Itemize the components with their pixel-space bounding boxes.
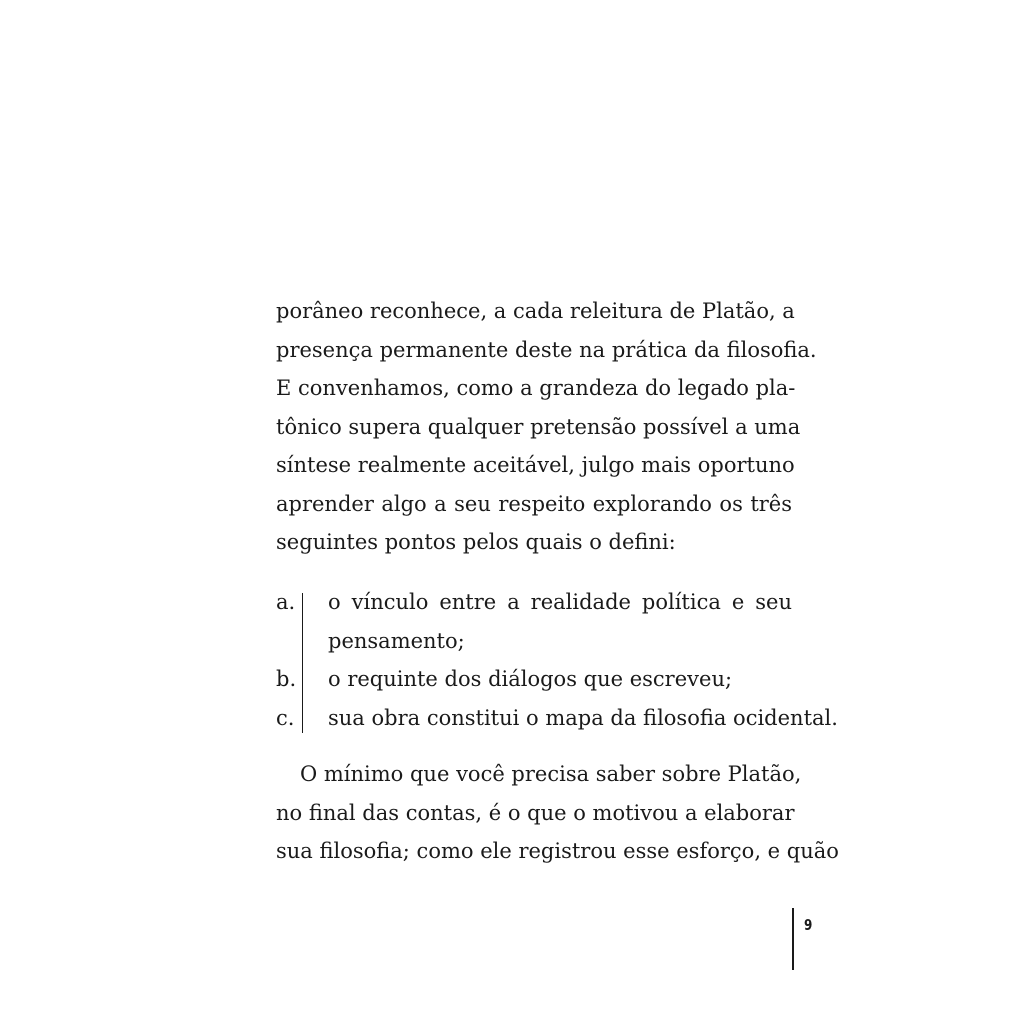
list-marker: b.: [276, 667, 297, 691]
list-item-text: pensamento;: [328, 628, 465, 653]
text-line: no final das contas, é o que o motivou a elaborar: [276, 800, 795, 825]
list-item: [276, 660, 792, 699]
list-item-text: o requinte dos diálogos que escreveu;: [328, 667, 733, 691]
enumerated-list: [276, 583, 838, 737]
list-item-text: o vínculo entre a realidade política e seu: [328, 590, 792, 614]
list-item: [276, 583, 792, 660]
text-line: porâneo reconhece, a cada releitura de Platão, a: [276, 299, 795, 323]
text-line: aprender algo a seu respeito explorando os três: [276, 491, 792, 516]
list-marker: c.: [276, 705, 295, 730]
page-number-rule: [792, 908, 794, 970]
text-line: O mínimo que você precisa saber sobre Platão,: [300, 762, 802, 786]
text-line: presença permanente deste na prática da filosofia.: [276, 337, 817, 362]
text-line: tônico supera qualquer pretensão possível a uma: [276, 414, 801, 439]
text-line: sua filosofia; como ele registrou esse esforço, e quão: [276, 839, 839, 863]
body-paragraph-2: [276, 755, 839, 871]
list-item-text: sua obra constitui o mapa da filosofia ocidental.: [328, 705, 838, 730]
text-line: seguintes pontos pelos quais o defini:: [276, 530, 676, 554]
text-line: síntese realmente aceitável, julgo mais oportuno: [276, 453, 795, 477]
list-marker: a.: [276, 590, 296, 614]
body-paragraph-1: [276, 292, 817, 562]
list-item: [276, 699, 838, 738]
page-number: 9: [804, 916, 813, 934]
text-line: E convenhamos, como a grandeza do legado pla-: [276, 376, 796, 400]
